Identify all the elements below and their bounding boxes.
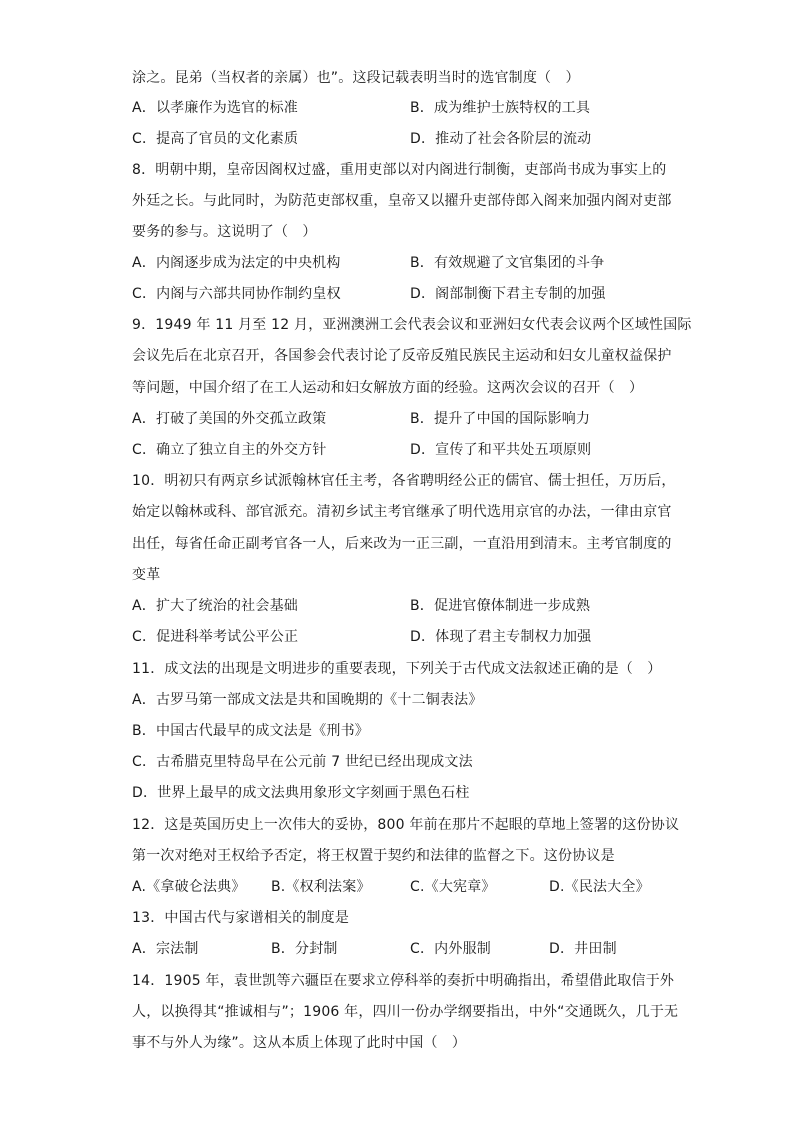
q12-option-a: A.《拿破仑法典》: [132, 879, 246, 895]
q14-stem-line-3: 事不与外人为缘”。这从本质上体现了此时中国（ ）: [132, 1035, 467, 1051]
q13-option-a: A．宗法制: [132, 941, 199, 957]
q9-option-d: D．宣传了和平共处五项原则: [410, 442, 592, 458]
q13-stem-line-1: 13．中国古代与家谱相关的制度是: [132, 910, 350, 926]
q8-stem-line-3: 要务的参与。这说明了（ ）: [132, 224, 317, 240]
q10-option-a: A．扩大了统治的社会基础: [132, 598, 298, 614]
q10-stem-line-2: 始定以翰林或科、部官派充。清初乡试主考官继承了明代选用京官的办法，一律由京官: [132, 504, 672, 520]
q11-option-b: B．中国古代最早的成文法是《刑书》: [132, 723, 370, 739]
q12-option-c: C.《大宪章》: [410, 879, 496, 895]
q13-option-b: B．分封制: [271, 941, 338, 957]
q8-option-d: D．阁部制衡下君主专制的加强: [410, 286, 606, 302]
q12-stem-line-2: 第一次对绝对王权给予否定，将王权置于契约和法律的监督之下。这份协议是: [132, 848, 615, 864]
q9-option-a: A．打破了美国的外交孤立政策: [132, 411, 327, 427]
q12-option-d: D.《民法大全》: [549, 879, 650, 895]
q10-stem-line-4: 变革: [132, 567, 161, 583]
q7-option-a: A．以孝廉作为选官的标准: [132, 100, 298, 116]
q7-stem-tail: 涂之。昆弟（当权者的亲属）也”。这段记载表明当时的选官制度（ ）: [132, 70, 580, 86]
q7-option-d: D．推动了社会各阶层的流动: [410, 131, 592, 147]
q7-option-c: C．提高了官员的文化素质: [132, 131, 299, 147]
q10-option-c: C．促进科举考试公平公正: [132, 629, 299, 645]
q9-stem-line-1: 9．1949 年 11 月至 12 月，亚洲澳洲工会代表会议和亚洲妇女代表会议两个区域性国际: [132, 317, 692, 333]
q11-option-a: A．古罗马第一部成文法是共和国晚期的《十二铜表法》: [132, 692, 483, 708]
q13-option-d: D．井田制: [549, 941, 617, 957]
q10-stem-line-1: 10．明初只有两京乡试派翰林官任主考，各省聘明经公正的儒官、儒士担任，万历后，: [132, 473, 676, 489]
q8-option-b: B．有效规避了文官集团的斗争: [410, 255, 605, 271]
q8-stem-line-1: 8．明朝中期，皇帝因阁权过盛，重用吏部以对内阁进行制衡，吏部尚书成为事实上的: [132, 162, 667, 178]
q8-stem-line-2: 外廷之长。与此同时，为防范吏部权重，皇帝又以擢升吏部侍郎入阁来加强内阁对吏部: [132, 193, 672, 209]
q14-stem-line-2: 人，以换得其“推诚相与”；1906 年，四川一份办学纲要指出，中外“交通既久，几于无: [132, 1004, 679, 1020]
q13-option-c: C．内外服制: [410, 941, 491, 957]
q10-option-b: B．促进官僚体制进一步成熟: [410, 598, 591, 614]
q9-option-c: C．确立了独立自主的外交方针: [132, 442, 327, 458]
q9-stem-line-2: 会议先后在北京召开，各国参会代表讨论了反帝反殖民族民主运动和妇女儿童权益保护: [132, 348, 672, 364]
q11-stem-line-1: 11．成文法的出现是文明进步的重要表现，下列关于古代成文法叙述正确的是（ ）: [132, 661, 662, 677]
q12-option-b: B.《权利法案》: [271, 879, 371, 895]
q12-stem-line-1: 12．这是英国历史上一次伟大的妥协，800 年前在那片不起眼的草地上签署的这份协议: [132, 817, 680, 833]
q10-stem-line-3: 出任，每省任命正副考官各一人，后来改为一正三副，一直沿用到清末。主考官制度的: [132, 536, 672, 552]
q11-option-c: C．古希腊克里特岛早在公元前 7 世纪已经出现成文法: [132, 754, 473, 770]
q9-option-b: B．提升了中国的国际影响力: [410, 411, 591, 427]
q14-stem-line-1: 14．1905 年，袁世凯等六疆臣在要求立停科举的奏折中明确指出，希望借此取信于外: [132, 973, 675, 989]
q8-option-a: A．内阁逐步成为法定的中央机构: [132, 255, 341, 271]
q11-option-d: D．世界上最早的成文法典用象形文字刻画于黑色石柱: [132, 785, 470, 801]
q7-option-b: B．成为维护士族特权的工具: [410, 100, 591, 116]
q9-stem-line-3: 等问题，中国介绍了在工人运动和妇女解放方面的经验。这两次会议的召开（ ）: [132, 380, 644, 396]
q8-option-c: C．内阁与六部共同协作制约皇权: [132, 286, 341, 302]
q10-option-d: D．体现了君主专制权力加强: [410, 629, 592, 645]
